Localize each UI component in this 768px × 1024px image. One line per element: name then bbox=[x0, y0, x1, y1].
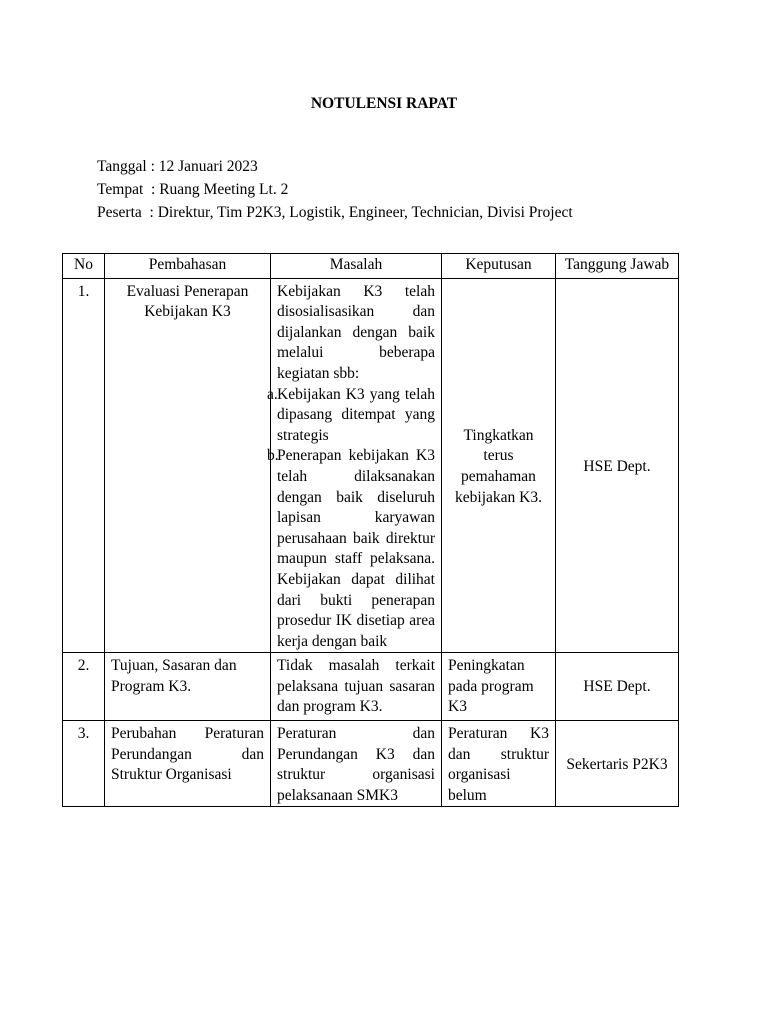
masalah-intro: Kebijakan K3 telah disosialisasikan dan dijalankan dengan baik melalui beberapa kegiatan sbb: bbox=[277, 282, 435, 382]
row-keputusan: Peraturan K3 dan struktur organisasi belum bbox=[442, 721, 556, 807]
table-row bbox=[63, 278, 679, 653]
meeting-date: Tanggal : 12 Januari 2023 bbox=[97, 158, 258, 175]
row-keputusan: Peningkatan pada program K3 bbox=[442, 653, 556, 721]
row-tanggung-jawab: HSE Dept. bbox=[556, 653, 679, 721]
row-masalah bbox=[267, 278, 442, 653]
row-number: 3. bbox=[63, 721, 105, 807]
row-keputusan: Tingkatkan terus pemahaman kebijakan K3. bbox=[442, 278, 556, 653]
list-marker-a: a. bbox=[267, 385, 278, 403]
table-row bbox=[63, 721, 679, 807]
row-number: 1. bbox=[63, 278, 105, 653]
header-pembahasan: Pembahasan bbox=[105, 254, 271, 279]
masalah-item-b-text: Penerapan kebijakan K3 telah dilaksanakan dengan baik diseluruh lapisan karyawan perusahaan baik direktur maupun staff pelaksana. Kebijakan dapat dilihat dari bukti penerapan prosedur IK disetiap area kerja dengan baik bbox=[277, 447, 435, 650]
minutes-table bbox=[62, 253, 679, 807]
masalah-item-b bbox=[267, 446, 435, 652]
table-header-row bbox=[63, 254, 679, 279]
list-marker-b: b. bbox=[267, 447, 279, 465]
row-tanggung-jawab: HSE Dept. bbox=[556, 278, 679, 653]
row-number: 2. bbox=[63, 653, 105, 721]
row-pembahasan: Tujuan, Sasaran dan Program K3. bbox=[105, 653, 271, 721]
row-tanggung-jawab: Sekertaris P2K3 bbox=[556, 721, 679, 807]
meeting-info bbox=[97, 155, 573, 224]
header-tanggung-jawab: Tanggung Jawab bbox=[556, 254, 679, 279]
table-row bbox=[63, 653, 679, 721]
meeting-participants: Peserta : Direktur, Tim P2K3, Logistik, Engineer, Technician, Divisi Project bbox=[97, 204, 573, 221]
row-pembahasan: Evaluasi Penerapan Kebijakan K3 bbox=[105, 278, 271, 653]
row-pembahasan: Perubahan Peraturan Perundangan dan Struktur Organisasi bbox=[105, 721, 271, 807]
header-masalah: Masalah bbox=[271, 254, 442, 279]
masalah-item-a-text: Kebijakan K3 yang telah dipasang ditempat yang strategis bbox=[277, 385, 435, 444]
row-masalah: Tidak masalah terkait pelaksana tujuan sasaran dan program K3. bbox=[271, 653, 442, 721]
masalah-item-a bbox=[267, 385, 435, 447]
row-masalah: Peraturan dan Perundangan K3 dan struktur organisasi pelaksanaan SMK3 bbox=[271, 721, 442, 807]
header-no: No bbox=[63, 254, 105, 279]
document-title: NOTULENSI RAPAT bbox=[310, 95, 458, 112]
meeting-place: Tempat : Ruang Meeting Lt. 2 bbox=[97, 181, 289, 198]
header-keputusan: Keputusan bbox=[442, 254, 556, 279]
